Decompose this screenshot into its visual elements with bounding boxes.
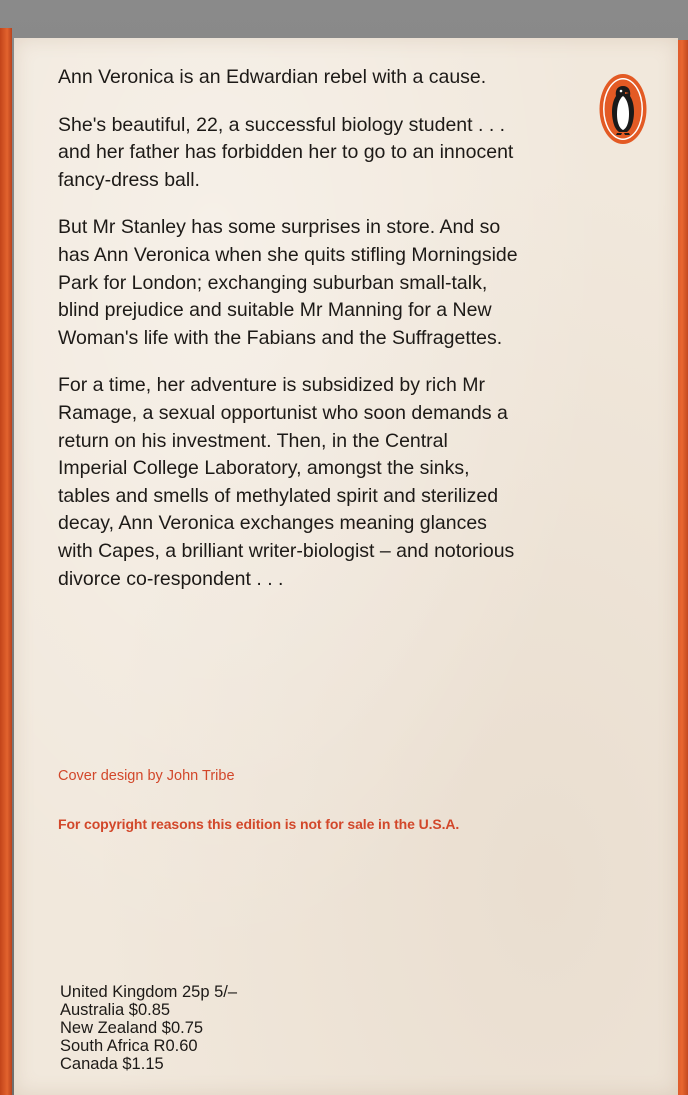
price-new-zealand: New Zealand $0.75: [60, 1019, 204, 1037]
price-list: [60, 983, 237, 1073]
cover-design-credit: Cover design by John Tribe: [58, 768, 235, 784]
copyright-notice: For copyright reasons this edition is not for sale in the U.S.A.: [58, 816, 460, 832]
back-cover: [14, 38, 678, 1095]
book-spine-edge: [0, 28, 12, 1095]
price-australia: Australia $0.85: [60, 1001, 171, 1019]
price-canada: Canada $1.15: [60, 1055, 164, 1073]
blurb-paragraph-4: For a time, her adventure is subsidized by rich Mr Ramage, a sexual opportunist who soon demands a return on his investment. Then, in the Central Imperial College Laboratory, amongst the sinks, tables and smells of methylated spirit and sterilized decay, Ann Veronica exchanges meaning glances with Capes, a brilliant writer-biologist – and notorious divorce co-respondent . . .: [58, 374, 515, 590]
penguin-eye: [620, 90, 623, 93]
price-south-africa: South Africa R0.60: [60, 1037, 198, 1055]
penguin-icon: [598, 72, 648, 146]
blurb-paragraph-2: She's beautiful, 22, a successful biology student . . . and her father has forbidden her to go to an innocent fancy-dress ball.: [58, 113, 514, 191]
price-uk: United Kingdom 25p 5/–: [60, 983, 238, 1001]
blurb-text: [58, 64, 518, 613]
blurb-paragraph-1: Ann Veronica is an Edwardian rebel with a cause.: [58, 66, 487, 88]
blurb-paragraph-3: But Mr Stanley has some surprises in store. And so has Ann Veronica when she quits stifling Morningside Park for London; exchanging suburban small-talk, blind prejudice and suitable Mr Manning for a New Woman's life with the Fabians and the Suffragettes.: [58, 216, 518, 349]
